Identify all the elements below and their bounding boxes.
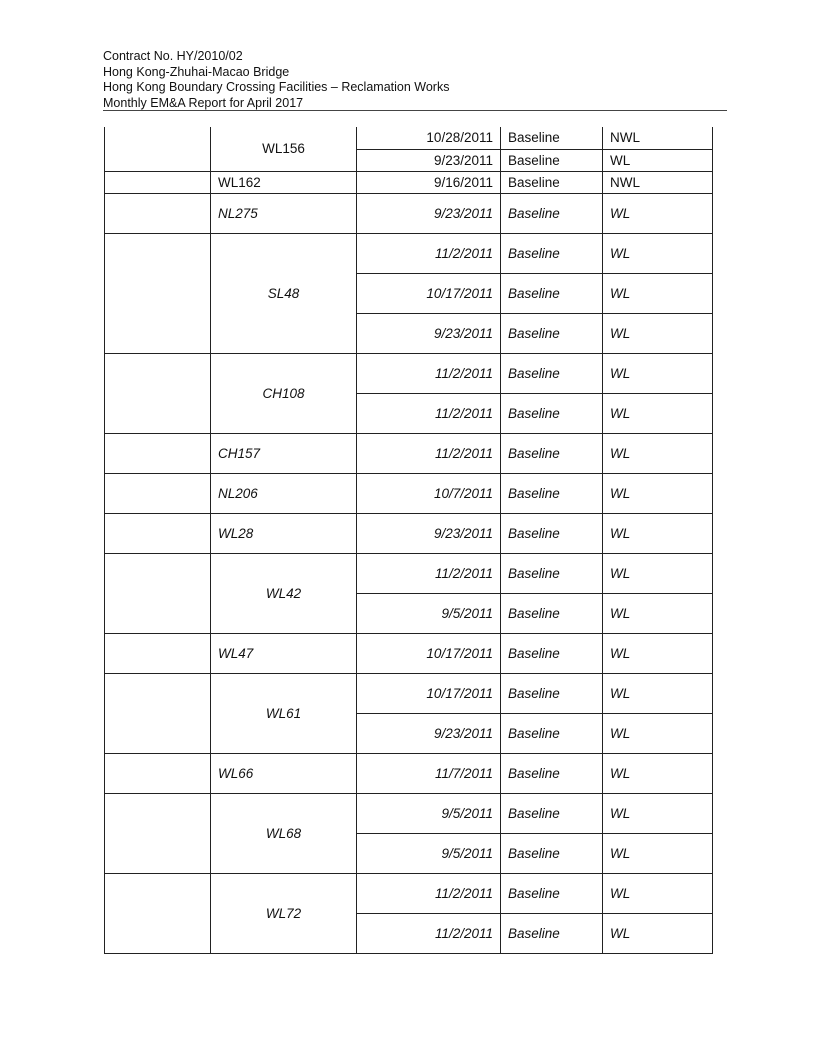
date-cell: 10/17/2011 [357,273,501,313]
type-cell: Baseline [501,713,603,753]
blank-cell [105,127,211,171]
location-cell: SL48 [211,233,357,353]
report-title: Monthly EM&A Report for April 2017 [103,95,304,110]
type-cell: Baseline [501,233,603,273]
date-cell: 11/2/2011 [357,353,501,393]
table-row [105,127,713,149]
type-cell: Baseline [501,633,603,673]
status-cell: WL [603,833,713,873]
type-cell: Baseline [501,593,603,633]
type-cell: Baseline [501,273,603,313]
status-cell: WL [603,149,713,171]
blank-cell [105,753,211,793]
date-cell: 9/23/2011 [357,513,501,553]
table-row [105,553,713,593]
type-cell: Baseline [501,149,603,171]
type-cell: Baseline [501,833,603,873]
status-cell: WL [603,273,713,313]
type-cell: Baseline [501,913,603,953]
type-cell: Baseline [501,793,603,833]
location-cell: WL162 [211,171,357,193]
date-cell: 11/2/2011 [357,553,501,593]
type-cell: Baseline [501,313,603,353]
location-cell: WL61 [211,673,357,753]
status-cell: WL [603,553,713,593]
page-header [103,49,727,111]
project-name: Hong Kong-Zhuhai-Macao Bridge [103,64,290,79]
status-cell: WL [603,473,713,513]
location-cell: NL206 [211,473,357,513]
type-cell: Baseline [501,873,603,913]
blank-cell [105,793,211,873]
blank-cell [105,513,211,553]
status-cell: WL [603,193,713,233]
type-cell: Baseline [501,553,603,593]
status-cell: WL [603,633,713,673]
table-row [105,193,713,233]
table-row [105,873,713,913]
date-cell: 9/5/2011 [357,833,501,873]
location-cell: CH157 [211,433,357,473]
status-cell: WL [603,393,713,433]
type-cell: Baseline [501,353,603,393]
date-cell: 9/23/2011 [357,713,501,753]
date-cell: 10/7/2011 [357,473,501,513]
table-row [105,513,713,553]
table-row [105,673,713,713]
table-row [105,353,713,393]
status-cell: WL [603,673,713,713]
blank-cell [105,673,211,753]
status-cell: NWL [603,127,713,149]
blank-cell [105,433,211,473]
status-cell: WL [603,233,713,273]
status-cell: WL [603,593,713,633]
monitoring-table-body [105,127,713,953]
status-cell: WL [603,353,713,393]
date-cell: 11/2/2011 [357,233,501,273]
blank-cell [105,553,211,633]
location-cell: CH108 [211,353,357,433]
date-cell: 10/17/2011 [357,633,501,673]
type-cell: Baseline [501,473,603,513]
blank-cell [105,193,211,233]
table-row [105,753,713,793]
blank-cell [105,633,211,673]
location-cell: WL156 [211,127,357,171]
location-cell: WL68 [211,793,357,873]
header-divider [103,110,727,111]
table-row [105,233,713,273]
location-cell: WL66 [211,753,357,793]
table-row [105,793,713,833]
works-title: Hong Kong Boundary Crossing Facilities – Reclamation Works [103,80,450,95]
status-cell: WL [603,433,713,473]
contract-number: Contract No. HY/2010/02 [103,49,243,63]
blank-cell [105,233,211,353]
blank-cell [105,171,211,193]
table-row [105,633,713,673]
status-cell: WL [603,713,713,753]
table-row [105,433,713,473]
date-cell: 11/7/2011 [357,753,501,793]
status-cell: WL [603,513,713,553]
type-cell: Baseline [501,127,603,149]
location-cell: WL72 [211,873,357,953]
date-cell: 9/23/2011 [357,313,501,353]
date-cell: 9/5/2011 [357,793,501,833]
type-cell: Baseline [501,393,603,433]
status-cell: WL [603,873,713,913]
date-cell: 11/2/2011 [357,873,501,913]
date-cell: 10/17/2011 [357,673,501,713]
status-cell: WL [603,753,713,793]
monitoring-table [104,127,713,954]
type-cell: Baseline [501,753,603,793]
location-cell: WL47 [211,633,357,673]
blank-cell [105,873,211,953]
blank-cell [105,353,211,433]
table-row [105,473,713,513]
date-cell: 11/2/2011 [357,913,501,953]
table-row [105,171,713,193]
monitoring-table-container [104,127,712,954]
type-cell: Baseline [501,171,603,193]
location-cell: WL42 [211,553,357,633]
location-cell: NL275 [211,193,357,233]
date-cell: 10/28/2011 [357,127,501,149]
type-cell: Baseline [501,513,603,553]
type-cell: Baseline [501,433,603,473]
date-cell: 9/16/2011 [357,171,501,193]
date-cell: 11/2/2011 [357,433,501,473]
blank-cell [105,473,211,513]
status-cell: NWL [603,171,713,193]
date-cell: 9/23/2011 [357,149,501,171]
status-cell: WL [603,913,713,953]
status-cell: WL [603,313,713,353]
type-cell: Baseline [501,673,603,713]
type-cell: Baseline [501,193,603,233]
date-cell: 11/2/2011 [357,393,501,433]
status-cell: WL [603,793,713,833]
date-cell: 9/23/2011 [357,193,501,233]
location-cell: WL28 [211,513,357,553]
date-cell: 9/5/2011 [357,593,501,633]
